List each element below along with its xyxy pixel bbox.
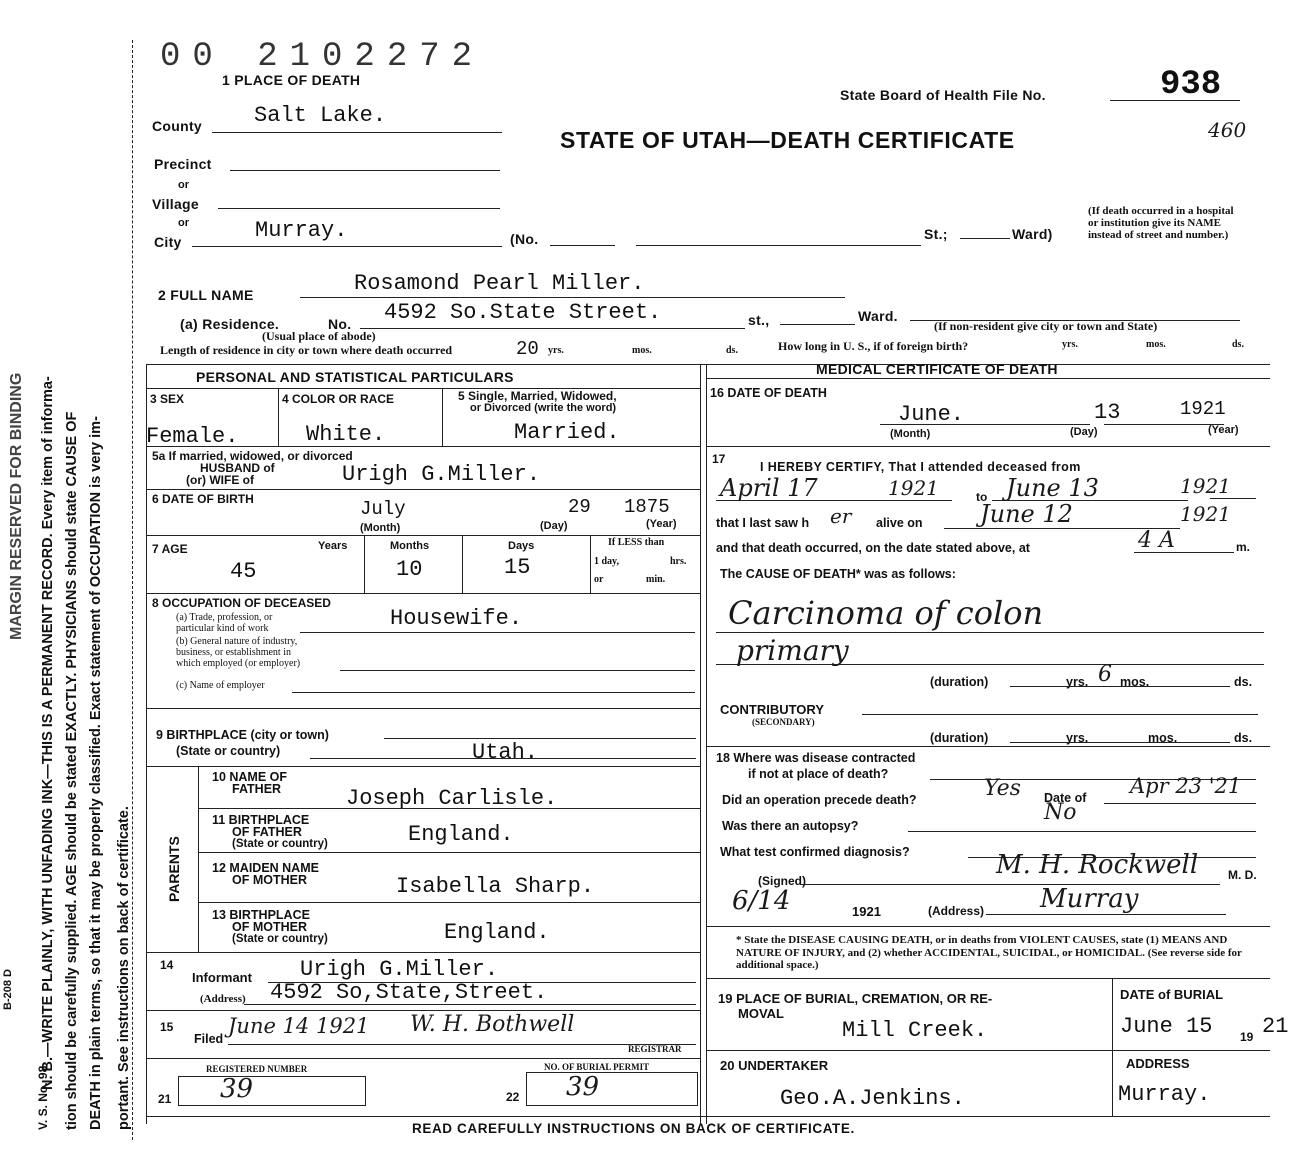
undertaker-address: Murray. bbox=[1118, 1082, 1211, 1107]
registered-number-box bbox=[178, 1076, 366, 1106]
md-label: M. D. bbox=[1228, 868, 1257, 882]
spouse-label-2: HUSBAND of bbox=[200, 461, 275, 475]
burial-year: 21 bbox=[1262, 1014, 1289, 1039]
burial-place: Mill Creek. bbox=[842, 1018, 988, 1043]
occupation-a-2: particular kind of work bbox=[176, 623, 269, 634]
instructions-line-2: tion should be carefully supplied. AGE should be stated EXACTLY. PHYSICIANS should state CAUSE OF bbox=[64, 411, 80, 1130]
city-st-label: St.; bbox=[924, 226, 948, 242]
attended-to: June 13 bbox=[1006, 474, 1099, 502]
dob-month-caption: (Month) bbox=[360, 522, 401, 534]
occupation-b-3: which employed (or employer) bbox=[176, 658, 301, 669]
father-birthplace-label-1: 11 BIRTHPLACE bbox=[212, 813, 310, 827]
filed-label: Filed bbox=[194, 1032, 224, 1046]
test-label: What test confirmed diagnosis? bbox=[720, 845, 910, 859]
file-number: 938 bbox=[1160, 66, 1222, 104]
burial-permit-label: NO. OF BURIAL PERMIT bbox=[544, 1062, 650, 1072]
death-year: 1921 bbox=[1180, 398, 1226, 420]
m-label: m. bbox=[1236, 540, 1251, 554]
nonresident-note: (If non-resident give city or town and State) bbox=[934, 319, 1158, 333]
burial-place-label-2: MOVAL bbox=[738, 1006, 784, 1021]
age-lessthan-hrs: hrs. bbox=[670, 556, 687, 567]
certify-text: I HEREBY CERTIFY, That I attended deceased from bbox=[760, 460, 1081, 474]
dob-day-caption: (Day) bbox=[540, 520, 568, 532]
date-of-death-label: 16 DATE OF DEATH bbox=[710, 386, 827, 400]
age-label: 7 AGE bbox=[152, 542, 188, 556]
operation-value: Yes bbox=[984, 776, 1021, 801]
secondary-label: (SECONDARY) bbox=[752, 717, 815, 727]
to-label: to bbox=[976, 490, 988, 504]
registered-number-label: REGISTERED NUMBER bbox=[206, 1064, 308, 1074]
dob-day: 29 bbox=[568, 496, 591, 518]
city-value: Murray. bbox=[255, 218, 348, 243]
length-residence-label: Length of residence in city or town where death occurred bbox=[160, 343, 453, 357]
death-month: June. bbox=[898, 402, 965, 427]
cause-label: The CAUSE OF DEATH* was as follows: bbox=[720, 567, 956, 581]
certificate-title: STATE OF UTAH—DEATH CERTIFICATE bbox=[560, 127, 1015, 153]
physician-address: Murray bbox=[1040, 884, 1139, 914]
sex-label: 3 SEX bbox=[150, 392, 185, 406]
father-birthplace-label-2: OF FATHER bbox=[232, 825, 302, 839]
mother-birthplace-label-3: (State or country) bbox=[232, 933, 328, 945]
personal-heading: PERSONAL AND STATISTICAL PARTICULARS bbox=[196, 369, 514, 385]
signed-label: (Signed) bbox=[758, 874, 806, 888]
instructions-line-4: portant. See instructions on back of certificate. bbox=[116, 806, 132, 1130]
last-saw-date: June 12 bbox=[980, 500, 1073, 528]
dob-month: July bbox=[360, 498, 406, 520]
instructions-line-3: DEATH in plain terms, so that it may be properly classified. Exact statement of OCCUPATION is very im- bbox=[88, 416, 104, 1130]
file-number-label: State Board of Health File No. bbox=[840, 87, 1046, 103]
cause-line-2: primary bbox=[736, 634, 849, 667]
filed-date: June 14 1921 bbox=[228, 1014, 370, 1038]
informant-address-value: 4592 So,State,Street. bbox=[270, 980, 548, 1005]
full-name-label: 2 FULL NAME bbox=[158, 287, 254, 303]
death-year-caption: (Year) bbox=[1208, 424, 1239, 436]
spouse-label-3: (or) WIFE of bbox=[186, 473, 254, 487]
us-yrs-label: yrs. bbox=[1062, 339, 1078, 350]
contracted-label-1: 18 Where was disease contracted bbox=[716, 751, 916, 765]
cause-instructions-note: * State the DISEASE CAUSING DEATH, or in deaths from VIOLENT CAUSES, state (1) MEANS AND NATURE OF INJURY, and (2) whether ACCIDENTAL, SUICIDAL, or HOMICIDAL. (See reverse side for additional space.) bbox=[736, 934, 1242, 971]
cause-line-1: Carcinoma of colon bbox=[728, 594, 1044, 632]
burial-permit-prefix: 22 bbox=[506, 1090, 520, 1104]
mother-birthplace-label-2: OF MOTHER bbox=[232, 920, 307, 934]
item-17-number: 17 bbox=[712, 452, 726, 466]
undertaker-label: 20 UNDERTAKER bbox=[720, 1058, 829, 1073]
informant-address-label: (Address) bbox=[200, 993, 246, 1005]
age-days: 15 bbox=[504, 555, 531, 580]
registrar-signature: W. H. Bothwell bbox=[410, 1012, 575, 1037]
undertaker-value: Geo.A.Jenkins. bbox=[780, 1086, 965, 1111]
mother-label-1: 12 MAIDEN NAME bbox=[212, 861, 319, 875]
duration-ds-label-2: ds. bbox=[1234, 731, 1253, 745]
duration-mos-label: mos. bbox=[1120, 675, 1150, 689]
us-ds-label: ds. bbox=[1232, 339, 1244, 350]
occupation-b-1: (b) General nature of industry, bbox=[176, 636, 298, 647]
age-lessthan-1: If LESS than bbox=[608, 537, 665, 548]
dob-label: 6 DATE OF BIRTH bbox=[152, 492, 254, 506]
age-lessthan-min: min. bbox=[646, 574, 666, 585]
autopsy-value: No bbox=[1044, 800, 1077, 825]
attended-to-year: 1921 bbox=[1180, 474, 1231, 498]
registrar-label: REGISTRAR bbox=[628, 1044, 682, 1054]
age-lessthan-2: 1 day, bbox=[594, 556, 620, 567]
physician-address-label: (Address) bbox=[928, 904, 985, 918]
city-no-label: (No. bbox=[510, 231, 539, 247]
city-label: City bbox=[154, 234, 182, 250]
or-label-2: or bbox=[178, 217, 189, 229]
occupation-label: 8 OCCUPATION OF DECEASED bbox=[152, 596, 331, 610]
duration-ds-label: ds. bbox=[1234, 675, 1253, 689]
binding-margin-text: MARGIN RESERVED FOR BINDING bbox=[8, 372, 25, 640]
occupation-value: Housewife. bbox=[390, 606, 523, 631]
form-number: B-208 D bbox=[2, 969, 14, 1010]
birthplace-value: Utah. bbox=[472, 740, 539, 765]
race-label: 4 COLOR OR RACE bbox=[282, 392, 395, 406]
occupation-c: (c) Name of employer bbox=[176, 680, 265, 691]
or-label-1: or bbox=[178, 179, 189, 191]
length-residence-years: 20 bbox=[516, 338, 539, 360]
registered-number-prefix: 21 bbox=[158, 1092, 172, 1106]
age-years-label: Years bbox=[318, 540, 348, 552]
attended-from: April 17 bbox=[720, 474, 818, 502]
father-label-2: FATHER bbox=[232, 782, 282, 796]
age-months-label: Months bbox=[390, 540, 430, 552]
father-value: Joseph Carlisle. bbox=[346, 786, 558, 811]
hospital-note: (If death occurred in a hospital or institution give its NAME instead of street and number.) bbox=[1088, 205, 1234, 241]
county-value: Salt Lake. bbox=[254, 103, 387, 128]
instructions-line-1: N. B.—WRITE PLAINLY, WITH UNFADING INK—THIS IS A PERMANENT RECORD. Every item of informa- bbox=[40, 376, 56, 1090]
birthplace-sub: (State or country) bbox=[176, 744, 281, 758]
burial-date: June 15 bbox=[1120, 1014, 1213, 1039]
age-lessthan-or: or bbox=[594, 574, 604, 585]
duration-mos-label-2: mos. bbox=[1148, 731, 1178, 745]
contracted-label-2: if not at place of death? bbox=[748, 767, 889, 781]
duration-yrs-label: yrs. bbox=[1066, 675, 1089, 689]
burial-date-label: DATE of BURIAL bbox=[1120, 987, 1224, 1002]
dob-year-caption: (Year) bbox=[646, 518, 677, 530]
city-ward-label: Ward) bbox=[1012, 226, 1053, 242]
occupation-b-2: business, or establishment in bbox=[176, 647, 291, 658]
operation-label: Did an operation precede death? bbox=[722, 793, 917, 807]
age-years: 45 bbox=[230, 559, 257, 584]
mother-value: Isabella Sharp. bbox=[396, 874, 595, 899]
alive-on-label: alive on bbox=[876, 516, 923, 530]
residence-value: 4592 So.State Street. bbox=[384, 300, 662, 325]
father-birthplace-label-3: (State or country) bbox=[232, 838, 328, 850]
marital-label-1: 5 Single, Married, Widowed, bbox=[458, 389, 617, 403]
age-days-label: Days bbox=[508, 540, 535, 552]
operation-date: Apr 23 '21 bbox=[1130, 774, 1242, 798]
residence-no-label: No. bbox=[328, 316, 352, 332]
occupation-a-1: (a) Trade, profession, or bbox=[176, 612, 273, 623]
length-mos-label: mos. bbox=[632, 345, 652, 356]
undertaker-address-label: ADDRESS bbox=[1126, 1056, 1190, 1071]
vs-number: V. S. No. 98 bbox=[36, 1065, 50, 1130]
physician-signature: M. H. Rockwell bbox=[996, 850, 1199, 880]
informant-number: 14 bbox=[160, 958, 174, 972]
margin-rule bbox=[132, 40, 133, 1140]
filed-number: 15 bbox=[160, 1020, 174, 1034]
father-birthplace-value: England. bbox=[408, 822, 514, 847]
spouse-label-1: 5a If married, widowed, or divorced bbox=[152, 449, 353, 463]
us-mos-label: mos. bbox=[1146, 339, 1166, 350]
last-saw-pronoun: er bbox=[830, 504, 852, 528]
burial-date-19: 19 bbox=[1240, 1030, 1254, 1044]
last-saw-label: that I last saw h bbox=[716, 516, 810, 530]
precinct-label: Precinct bbox=[154, 156, 212, 172]
father-label-1: 10 NAME OF bbox=[212, 770, 288, 784]
residence-st-label: st., bbox=[748, 312, 770, 328]
informant-value: Urigh G.Miller. bbox=[300, 957, 499, 982]
spouse-value: Urigh G.Miller. bbox=[342, 462, 541, 487]
length-yrs-label: yrs. bbox=[548, 345, 564, 356]
file-note: 460 bbox=[1208, 118, 1247, 142]
burial-permit-box bbox=[526, 1072, 698, 1106]
village-label: Village bbox=[152, 196, 199, 212]
death-time: 4 A bbox=[1138, 528, 1175, 553]
duration-yrs-label-2: yrs. bbox=[1066, 731, 1089, 745]
occurred-label: and that death occurred, on the date stated above, at bbox=[716, 541, 1030, 555]
marital-value: Married. bbox=[514, 420, 620, 445]
us-residence-label: How long in U. S., if of foreign birth? bbox=[778, 339, 969, 353]
residence-label: (a) Residence. bbox=[180, 316, 280, 332]
mother-birthplace-value: England. bbox=[444, 920, 550, 945]
attended-from-year: 1921 bbox=[888, 476, 939, 500]
footer-instructions: READ CAREFULLY INSTRUCTIONS ON BACK OF CERTIFICATE. bbox=[412, 1121, 855, 1136]
burial-permit-value: 39 bbox=[566, 1072, 600, 1102]
full-name-value: Rosamond Pearl Miller. bbox=[354, 271, 645, 296]
race-value: White. bbox=[306, 422, 386, 447]
autopsy-label: Was there an autopsy? bbox=[722, 819, 859, 833]
marital-label-2: or Divorced (write the word) bbox=[470, 402, 617, 414]
duration-label: (duration) bbox=[930, 675, 989, 689]
stamp-number: 00 2102272 bbox=[160, 38, 485, 76]
usual-place-note: (Usual place of abode) bbox=[262, 329, 376, 343]
place-of-death-heading: 1 PLACE OF DEATH bbox=[222, 72, 361, 88]
informant-label: Informant bbox=[192, 970, 252, 985]
duration-label-2: (duration) bbox=[930, 731, 989, 745]
death-day-caption: (Day) bbox=[1070, 426, 1098, 438]
residence-ward-label: Ward. bbox=[858, 308, 898, 324]
last-saw-year: 1921 bbox=[1180, 502, 1231, 526]
registered-number-value: 39 bbox=[220, 1074, 254, 1104]
signed-year: 1921 bbox=[852, 904, 881, 919]
county-label: County bbox=[152, 118, 203, 134]
mother-birthplace-label-1: 13 BIRTHPLACE bbox=[212, 908, 310, 922]
death-month-caption: (Month) bbox=[890, 428, 931, 440]
operation-date-label: Date of bbox=[1044, 791, 1087, 805]
duration-months: 6 bbox=[1098, 662, 1112, 687]
death-day: 13 bbox=[1094, 400, 1121, 425]
birthplace-label: 9 BIRTHPLACE (city or town) bbox=[156, 728, 329, 742]
mother-label-2: OF MOTHER bbox=[232, 873, 307, 887]
parents-label: PARENTS bbox=[166, 836, 182, 902]
burial-place-label-1: 19 PLACE OF BURIAL, CREMATION, OR RE- bbox=[718, 991, 993, 1006]
sex-value: Female. bbox=[146, 424, 239, 449]
contributory-label: CONTRIBUTORY bbox=[720, 702, 824, 717]
signed-date: 6/14 bbox=[732, 886, 791, 916]
medical-heading: MEDICAL CERTIFICATE OF DEATH bbox=[816, 361, 1058, 377]
age-months: 10 bbox=[396, 557, 423, 582]
dob-year: 1875 bbox=[624, 496, 670, 518]
length-ds-label: ds. bbox=[726, 345, 738, 356]
